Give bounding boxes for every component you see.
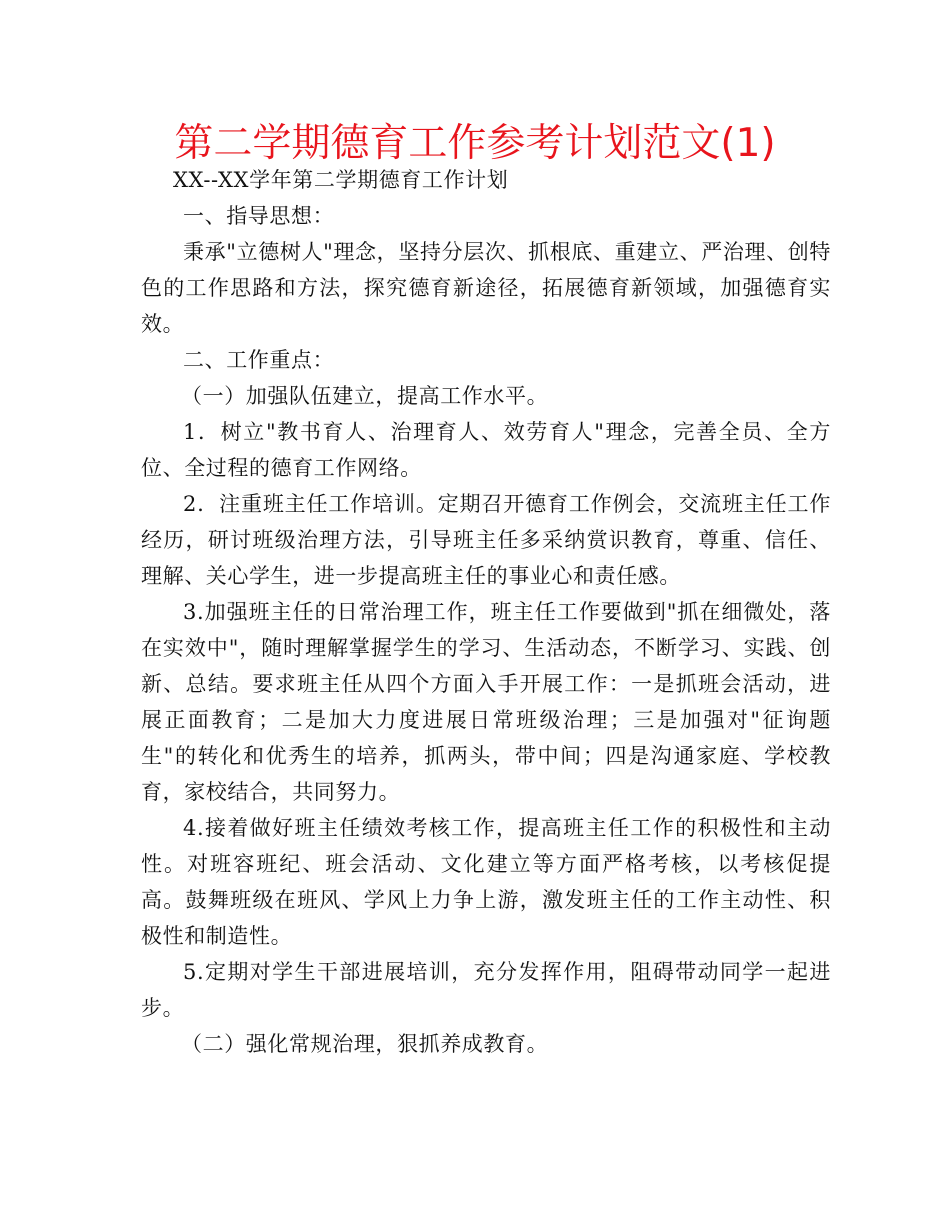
paragraph-guiding-ideology: 秉承"立德树人"理念，坚持分层次、抓根底、重建立、严治理、创特色的工作思路和方法，探究德育新途径，拓展德育新领域，加强德育实效。 [141, 240, 831, 336]
section-heading-work-focus: 二、工作重点： [183, 348, 335, 372]
plan-subtitle: XX--XX学年第二学期德育工作计划 [173, 168, 509, 192]
paragraph-item-1: 1．树立"教书育人、治理育人、效劳育人"理念，完善全员、全方位、全过程的德育工作网络。 [141, 420, 831, 480]
paragraph-item-2: 2．注重班主任工作培训。定期召开德育工作例会，交流班主任工作经历，研讨班级治理方法，引导班主任多采纳赏识教育，尊重、信任、理解、关心学生，进一步提高班主任的事业心和责任感。 [141, 492, 831, 588]
paragraph-item-5: 5.定期对学生干部进展培训，充分发挥作用，阻碍带动同学一起进步。 [141, 960, 831, 1020]
section-heading-guiding-ideology: 一、指导思想： [183, 204, 335, 228]
subsection-heading-team-building: （一）加强队伍建立，提高工作水平。 [181, 384, 549, 408]
document-title: 第二学期德育工作参考计划范文(1) [174, 121, 776, 166]
document-body [141, 162, 831, 1062]
subsection-heading-routine-management: （二）强化常规治理，狠抓养成教育。 [181, 1032, 549, 1056]
paragraph-item-3: 3.加强班主任的日常治理工作，班主任工作要做到"抓在细微处，落在实效中"，随时理解掌握学生的学习、生活动态，不断学习、实践、创新、总结。要求班主任从四个方面入手开展工作：一是抓班会活动，进展正面教育；二是加大力度进展日常班级治理；三是加强对"征询题生"的转化和优秀生的培养，抓两头，带中间；四是沟通家庭、学校教育，家校结合，共同努力。 [141, 600, 831, 804]
paragraph-item-4: 4.接着做好班主任绩效考核工作，提高班主任工作的积极性和主动性。对班容班纪、班会活动、文化建立等方面严格考核，以考核促提高。鼓舞班级在班风、学风上力争上游，激发班主任的工作主动性、积极性和制造性。 [141, 816, 831, 948]
